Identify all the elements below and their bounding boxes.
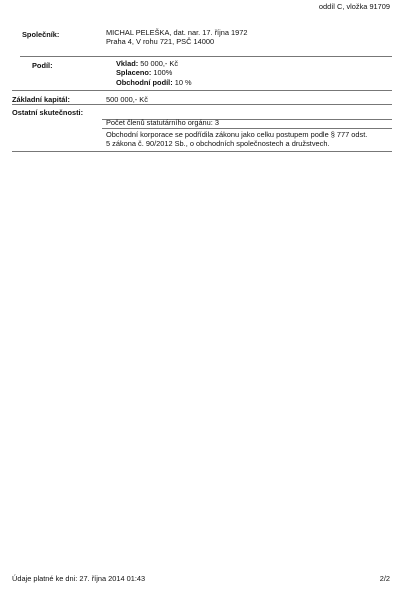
paid-row: [116, 68, 192, 77]
divider: [102, 128, 392, 129]
business-share-value: 10 %: [172, 77, 192, 87]
section-reference: oddíl C, vložka 91709: [318, 2, 390, 11]
share-details: [116, 59, 192, 87]
partner-label: Společník:: [22, 30, 60, 39]
business-share-row: [116, 78, 192, 87]
partner-name: MICHAL PELEŠKA, dat. nar. 17. října 1972: [106, 28, 248, 37]
corporation-note-line-2: 5 zákona č. 90/2012 Sb., o obchodních společnostech a družstvech.: [106, 139, 330, 149]
partner-address: Praha 4, V rohu 721, PSČ 14000: [106, 37, 215, 47]
page-number: 2/2: [379, 574, 390, 583]
paid-value: 100%: [151, 68, 173, 78]
divider: [12, 151, 392, 152]
divider: [20, 56, 392, 57]
statutory-members: Počet členů statutárního orgánu: 3: [106, 118, 219, 127]
capital-label: Základní kapitál:: [12, 95, 70, 104]
other-facts-label: Ostatní skutečnosti:: [12, 108, 84, 117]
corporation-note-line-1: Obchodní korporace se podřídila zákonu jako celku postupem podle § 777 odst.: [106, 130, 368, 139]
deposit-row: [116, 59, 192, 68]
share-label: Podíl:: [32, 61, 53, 70]
divider: [12, 90, 392, 91]
divider: [12, 104, 392, 105]
paid-label: Splaceno:: [116, 68, 152, 78]
corporation-note: [106, 130, 367, 149]
partner-details: [106, 28, 247, 47]
validity-date: Údaje platné ke dni: 27. října 2014 01:43: [12, 574, 146, 583]
capital-value: 500 000,- Kč: [106, 95, 148, 104]
deposit-value: 50 000,- Kč: [138, 59, 179, 68]
business-share-label: Obchodní podíl:: [116, 77, 173, 87]
deposit-label: Vklad:: [116, 59, 139, 68]
